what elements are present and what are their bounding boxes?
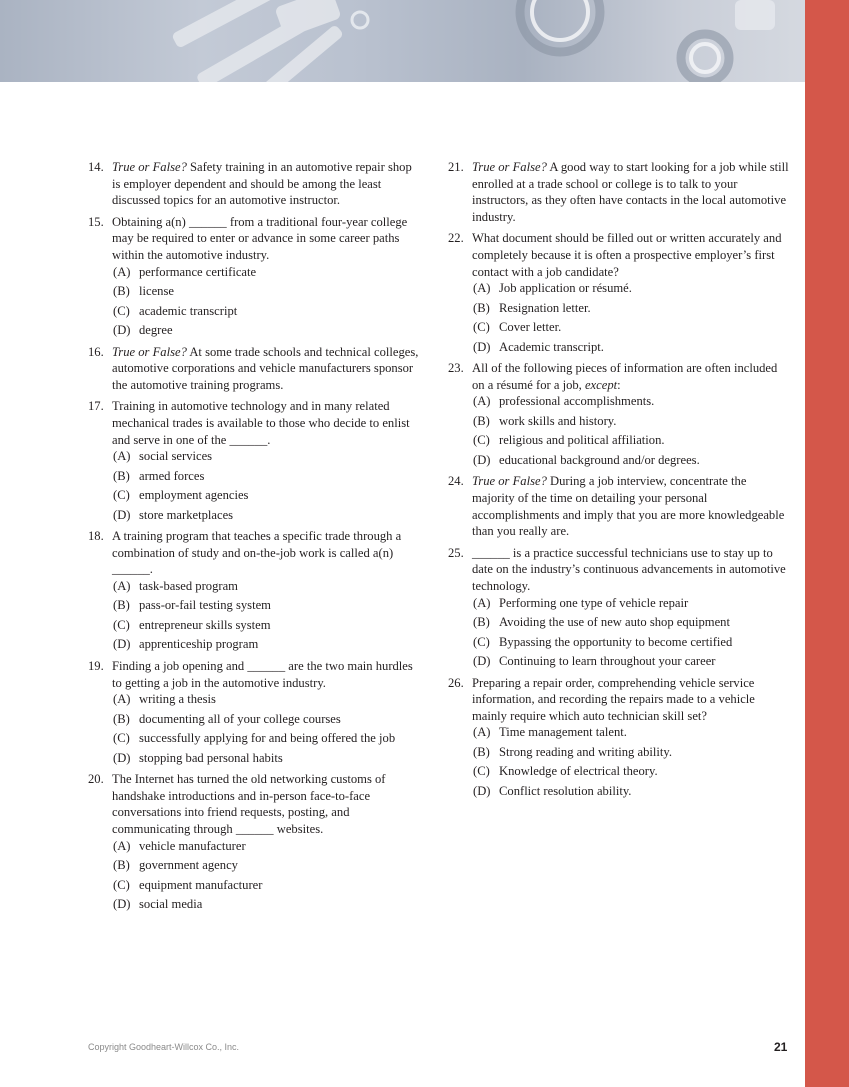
answer-option [473,280,790,297]
answer-option [473,595,790,612]
question-item [448,360,790,468]
option-text: vehicle manufacturer [139,838,246,853]
option-letter: (D) [113,637,131,652]
question-number: 22. [448,231,464,246]
option-letter: (B) [473,744,490,759]
answer-option [473,393,790,410]
question-item [88,528,422,653]
question-text: During a job interview, concentrate the majority of the time on detailing your personal accomplishments and imply that you are more knowledgeable than you really are. [472,474,785,539]
question-stem [472,545,790,595]
page-number: 21 [774,1040,788,1054]
option-text: Academic transcript. [499,339,604,354]
option-letter: (C) [113,488,130,503]
option-text: Resignation letter. [499,300,591,315]
true-false-label: True or False? [472,160,547,174]
option-text: entrepreneur skills system [139,617,271,632]
question-text: All of the following pieces of information are often included on a résumé for a job, [472,361,778,392]
question-text: Obtaining a(n) ______ from a traditional four-year college may be required to enter or advance in some career paths within the automotive industry. [112,214,408,262]
option-text: social services [139,449,213,464]
option-letter: (A) [113,838,131,853]
answer-option [113,303,422,320]
option-letter: (D) [473,654,491,669]
option-letter: (A) [473,281,491,296]
option-text: task-based program [139,579,238,593]
option-letter: (C) [113,877,130,892]
question-number: 24. [448,474,464,489]
option-text: degree [139,323,173,338]
option-text: academic transcript [139,303,238,318]
true-false-label: True or False? [112,160,187,174]
answer-option [113,448,422,465]
option-letter: (D) [113,897,131,912]
option-letter: (A) [113,449,131,464]
question-text: What document should be filled out or written accurately and completely because it is often a prospective employer’s first contact with a job candidate? [472,231,782,279]
answer-option [113,896,422,913]
answer-option [113,578,422,595]
option-letter: (C) [473,320,490,335]
answer-option [113,322,422,339]
option-letter: (D) [113,750,131,765]
answer-options [112,578,422,653]
question-item [88,398,422,523]
question-item [88,771,422,912]
question-number: 14. [88,160,104,174]
question-item [448,675,790,800]
answer-option [473,653,790,670]
answer-option [113,691,422,708]
question-stem [472,675,790,725]
left-question-column [88,159,422,918]
option-letter: (B) [113,284,130,299]
accent-side-bar [805,0,849,1087]
option-letter: (C) [113,303,130,318]
copyright-notice: Copyright Goodheart-Willcox Co., Inc. [88,1042,240,1052]
option-letter: (A) [113,579,131,593]
question-stem [112,528,422,578]
option-text: religious and political affiliation. [499,433,665,448]
question-text: At some trade schools and technical colleges, automotive corporations and vehicle manufacturers sponsor the automotive training programs. [112,344,419,392]
answer-options [472,393,790,468]
option-text: Avoiding the use of new auto shop equipment [499,615,730,630]
option-letter: (A) [113,264,131,279]
true-false-label: True or False? [112,344,187,359]
question-stem [112,398,422,448]
answer-options [472,724,790,799]
option-text: Bypassing the opportunity to become certified [499,634,733,649]
question-stem [112,214,422,264]
option-letter: (B) [473,300,490,315]
answer-option [473,634,790,651]
option-text: Knowledge of electrical theory. [499,764,658,779]
option-text: Conflict resolution ability. [499,783,632,798]
option-letter: (B) [473,413,490,428]
answer-options [472,595,790,670]
question-text: A training program that teaches a specific trade through a combination of study and on-the-job work is called a(n) ______. [112,529,402,577]
option-letter: (C) [473,433,490,448]
question-text: ______ is a practice successful technicians use to stay up to date on the industry’s continuous advancements in automotive technology. [472,545,786,593]
option-letter: (A) [473,394,491,409]
question-item [88,344,422,394]
option-text: Performing one type of vehicle repair [499,595,689,610]
option-text: employment agencies [139,488,249,503]
question-item [88,658,422,766]
option-letter: (C) [473,634,490,649]
question-item [448,159,790,225]
option-text: successfully applying for and being offered the job [139,731,396,746]
question-number: 23. [448,361,464,376]
answer-option [473,783,790,800]
question-stem [472,159,790,225]
option-text: documenting all of your college courses [139,711,341,726]
emphasis-text: except [584,377,618,392]
question-text: Finding a job opening and ______ are the two main hurdles to getting a job in the automotive industry. [112,659,413,690]
option-text: work skills and history. [499,413,617,428]
answer-option [473,614,790,631]
answer-options [112,691,422,766]
option-text: armed forces [139,468,205,483]
question-item [88,214,422,339]
answer-option [473,724,790,741]
answer-option [473,339,790,356]
option-text: equipment manufacturer [139,877,263,892]
question-text: Safety training in an automotive repair shop is employer dependent and should be among the least discussed topics for an automotive instructor. [112,160,412,208]
question-item [448,473,790,539]
answer-options [112,448,422,523]
answer-option [473,452,790,469]
answer-option [113,507,422,524]
question-number: 21. [448,160,464,174]
answer-option [113,468,422,485]
option-text: educational background and/or degrees. [499,452,700,467]
question-stem [112,658,422,691]
answer-option [113,487,422,504]
true-false-label: True or False? [472,474,547,489]
option-text: Cover letter. [499,320,562,335]
answer-option [473,763,790,780]
answer-option [473,744,790,761]
option-text: government agency [139,858,238,873]
option-letter: (D) [113,323,131,338]
answer-option [113,283,422,300]
answer-option [113,877,422,894]
question-stem [112,159,422,209]
answer-option [113,857,422,874]
option-letter: (A) [113,692,131,707]
question-number: 17. [88,399,104,414]
option-text: Time management talent. [499,725,627,740]
answer-option [113,597,422,614]
question-stem [472,360,790,393]
answer-option [113,730,422,747]
option-text: Strong reading and writing ability. [499,744,673,759]
option-letter: (D) [473,452,491,467]
option-text: apprenticeship program [139,637,259,652]
question-text: Preparing a repair order, comprehending vehicle service information, and recording the repairs made to a vehicle mainly require which auto technician skill set? [472,675,755,723]
option-letter: (C) [113,617,130,632]
option-letter: (B) [113,711,130,726]
question-number: 16. [88,344,104,359]
option-text: social media [139,897,203,912]
answer-options [112,838,422,913]
option-letter: (D) [473,783,491,798]
question-text: The Internet has turned the old networking customs of handshake introductions and in-person face-to-face conversations into friend requests, posting, and communicating through ______ websites. [112,772,386,837]
question-number: 26. [448,675,464,690]
question-stem [112,771,422,837]
question-item [88,159,422,209]
answer-option [113,750,422,767]
question-stem [472,230,790,280]
option-letter: (B) [473,615,490,630]
answer-option [473,300,790,317]
option-letter: (D) [473,339,491,354]
question-number: 25. [448,545,464,560]
option-letter: (A) [473,725,491,740]
answer-options [472,280,790,355]
option-text: performance certificate [139,264,257,279]
answer-option [113,636,422,653]
question-text: Training in automotive technology and in many related mechanical trades is available to those who decide to enlist and serve in one of the ______. [112,399,410,447]
answer-option [473,413,790,430]
question-number: 15. [88,214,104,229]
question-text-tail: : [617,377,621,392]
option-text: store marketplaces [139,507,234,522]
question-item [448,230,790,355]
option-text: stopping bad personal habits [139,750,283,765]
question-number: 18. [88,529,104,544]
answer-option [113,617,422,634]
answer-options [112,264,422,339]
option-letter: (B) [113,468,130,483]
option-text: license [139,284,174,299]
option-letter: (D) [113,507,131,522]
option-text: writing a thesis [139,692,216,707]
answer-option [473,432,790,449]
option-text: Continuing to learn throughout your career [499,654,716,669]
answer-option [113,711,422,728]
answer-option [113,264,422,281]
question-text: A good way to start looking for a job while still enrolled at a trade school or college is to talk to your instructors, as they often have contacts in the local automotive industry. [472,160,789,224]
option-letter: (A) [473,595,491,610]
option-letter: (C) [473,764,490,779]
option-text: pass-or-fail testing system [139,598,271,613]
question-stem [472,473,790,539]
question-stem [112,344,422,394]
right-question-column [448,159,790,804]
answer-option [113,838,422,855]
option-letter: (B) [113,858,130,873]
header-photo-auto-parts [0,0,805,82]
option-letter: (B) [113,598,130,613]
option-letter: (C) [113,731,130,746]
question-number: 20. [88,772,104,787]
option-text: Job application or résumé. [499,281,632,296]
question-number: 19. [88,659,104,674]
question-item [448,545,790,670]
answer-option [473,319,790,336]
option-text: professional accomplishments. [499,394,655,409]
